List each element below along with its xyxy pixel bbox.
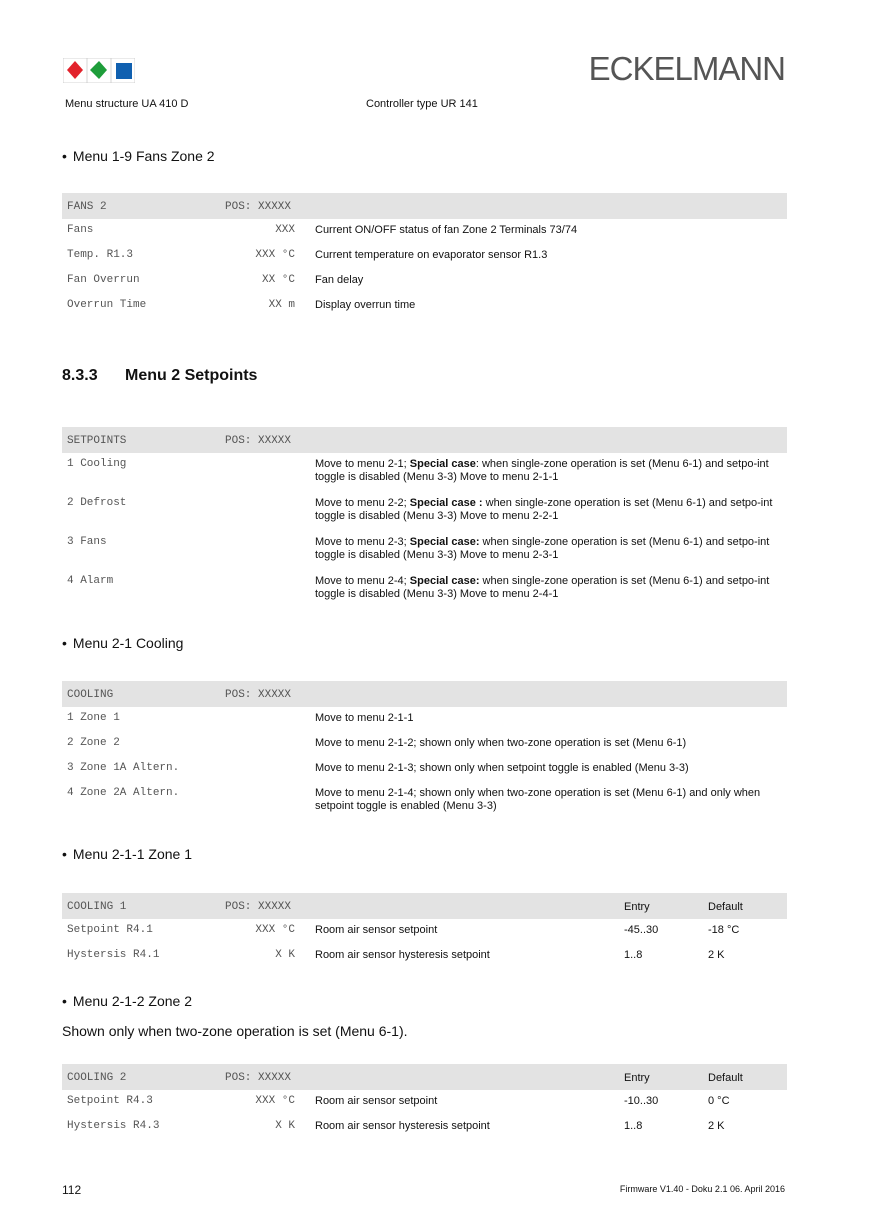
eckelmann-logo-icon bbox=[63, 58, 135, 83]
table-header: SETPOINTS POS: XXXXX bbox=[62, 427, 787, 453]
table-header: FANS 2 POS: XXXXX bbox=[62, 193, 787, 219]
cooling-table bbox=[62, 681, 787, 821]
cooling1-table bbox=[62, 893, 787, 969]
setpoints-table bbox=[62, 427, 787, 609]
cooling2-table bbox=[62, 1064, 787, 1140]
table-header: COOLING POS: XXXXX bbox=[62, 681, 787, 707]
cooling2-heading: • Menu 2-1-2 Zone 2 bbox=[62, 993, 192, 1009]
footer-info: Firmware V1.40 - Doku 2.1 06. April 2016 bbox=[619, 1184, 785, 1194]
table-row: 4 Alarm Move to menu 2-4; Special case: when single-zone operation is set (Menu 6-1) and setpo-int toggle is disabled (Menu 3-3) Move to menu 2-4-1 bbox=[67, 575, 770, 600]
fans2-table bbox=[62, 193, 787, 319]
cooling2-note: Shown only when two-zone operation is set (Menu 6-1). bbox=[62, 1023, 408, 1039]
cooling-heading: • Menu 2-1 Cooling bbox=[62, 635, 184, 651]
table-header: COOLING 2 POS: XXXXX Entry Default bbox=[62, 1064, 787, 1090]
table-row: Fans XXX Current ON/OFF status of fan Zone 2 Terminals 73/74 bbox=[67, 224, 578, 236]
section-heading: 8.3.3 Menu 2 Setpoints bbox=[62, 367, 258, 384]
table-header: COOLING 1 POS: XXXXX Entry Default bbox=[62, 893, 787, 919]
table-row: Setpoint R4.3 XXX °C Room air sensor setpoint -10..30 0 °C bbox=[67, 1095, 730, 1107]
table-row: Fan Overrun XX °C Fan delay bbox=[67, 274, 364, 286]
cooling1-heading: • Menu 2-1-1 Zone 1 bbox=[62, 846, 192, 862]
menu-structure-label: Menu structure UA 410 D bbox=[65, 98, 189, 110]
page-number: 112 bbox=[62, 1183, 82, 1197]
brand-wordmark: ECKELMANN bbox=[588, 50, 785, 87]
table-row: 4 Zone 2A Altern. Move to menu 2-1-4; shown only when two-zone operation is set (Menu 6-1) and only when setpoint toggle is enabled (Menu 3-3) bbox=[67, 787, 761, 812]
table-row: 1 Cooling Move to menu 2-1; Special case: when single-zone operation is set (Menu 6-1) and setpo-int toggle is disabled (Menu 3-3) Move to menu 2-1-1 bbox=[67, 458, 769, 483]
table-row: Hystersis R4.1 X K Room air sensor hysteresis setpoint 1..8 2 K bbox=[67, 949, 725, 961]
table-row: 1 Zone 1 Move to menu 2-1-1 bbox=[67, 712, 414, 724]
fans2-heading: • Menu 1-9 Fans Zone 2 bbox=[62, 148, 215, 164]
table-row: 3 Zone 1A Altern. Move to menu 2-1-3; shown only when setpoint toggle is enabled (Menu 3-3) bbox=[67, 762, 689, 774]
table-row: 3 Fans Move to menu 2-3; Special case: when single-zone operation is set (Menu 6-1) and setpo-int toggle is disabled (Menu 3-3) Move to menu 2-3-1 bbox=[67, 536, 770, 561]
table-row: Hystersis R4.3 X K Room air sensor hysteresis setpoint 1..8 2 K bbox=[67, 1120, 725, 1132]
table-row: 2 Defrost Move to menu 2-2; Special case : when single-zone operation is set (Menu 6-1) and setpo-int toggle is disabled (Menu 3-3) Move to menu 2-2-1 bbox=[67, 497, 773, 522]
controller-type-label: Controller type UR 141 bbox=[366, 98, 478, 110]
table-row: Temp. R1.3 XXX °C Current temperature on evaporator sensor R1.3 bbox=[67, 249, 548, 261]
table-row: Overrun Time XX m Display overrun time bbox=[67, 299, 416, 311]
table-row: 2 Zone 2 Move to menu 2-1-2; shown only when two-zone operation is set (Menu 6-1) bbox=[67, 737, 687, 749]
table-row: Setpoint R4.1 XXX °C Room air sensor setpoint -45..30 -18 °C bbox=[67, 924, 740, 936]
